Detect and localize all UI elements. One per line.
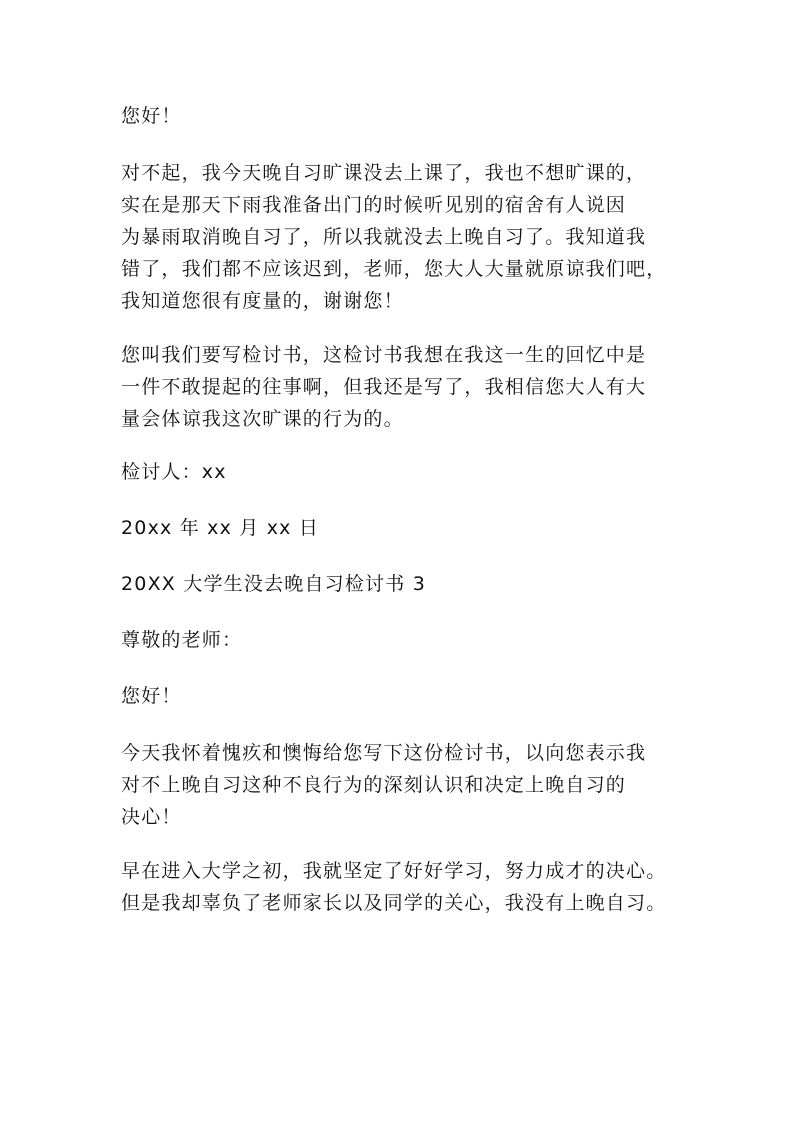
- intro-paragraph: [121, 737, 681, 833]
- signature-line: [121, 457, 681, 487]
- text-line: 您叫我们要写检讨书，这检讨书我想在我这一生的回忆中是: [121, 344, 647, 366]
- apology-paragraph: [121, 157, 681, 317]
- body-paragraph: [121, 855, 681, 919]
- reflection-paragraph: [121, 339, 681, 435]
- text-line: 20XX 大学生没去晚自习检讨书 3: [121, 573, 426, 595]
- text-line: 您好！: [121, 685, 182, 707]
- text-line: 为暴雨取消晚自习了，所以我就没去上晚自习了。我知道我: [121, 226, 647, 248]
- date-line: [121, 513, 681, 543]
- document-body: [121, 101, 681, 941]
- salutation: [121, 625, 681, 655]
- text-line: 对不上晚自习这种不良行为的深刻认识和决定上晚自习的: [121, 774, 627, 796]
- text-line: 20xx 年 xx 月 xx 日: [121, 517, 320, 539]
- text-line: 错了，我们都不应该迟到，老师，您大人大量就原谅我们吧，: [121, 258, 667, 280]
- text-line: 对不起，我今天晚自习旷课没去上课了，我也不想旷课的，: [121, 162, 647, 184]
- text-line: 您好！: [121, 105, 182, 127]
- text-line: 量会体谅我这次旷课的行为的。: [121, 408, 404, 430]
- text-line: 检讨人：xx: [121, 461, 227, 483]
- text-line: 今天我怀着愧疚和懊悔给您写下这份检讨书，以向您表示我: [121, 742, 647, 764]
- section-title: [121, 569, 681, 599]
- greeting: [121, 101, 681, 131]
- text-line: 但是我却辜负了老师家长以及同学的关心，我没有上晚自习。: [121, 892, 667, 914]
- text-line: 决心！: [121, 806, 182, 828]
- text-line: 早在进入大学之初，我就坚定了好好学习，努力成才的决心。: [121, 860, 667, 882]
- greeting: [121, 681, 681, 711]
- text-line: 一件不敢提起的往事啊，但我还是写了，我相信您大人有大: [121, 376, 647, 398]
- text-line: 尊敬的老师：: [121, 629, 243, 651]
- text-line: 实在是那天下雨我准备出门的时候听见别的宿舍有人说因: [121, 194, 627, 216]
- text-line: 我知道您很有度量的，谢谢您！: [121, 290, 404, 312]
